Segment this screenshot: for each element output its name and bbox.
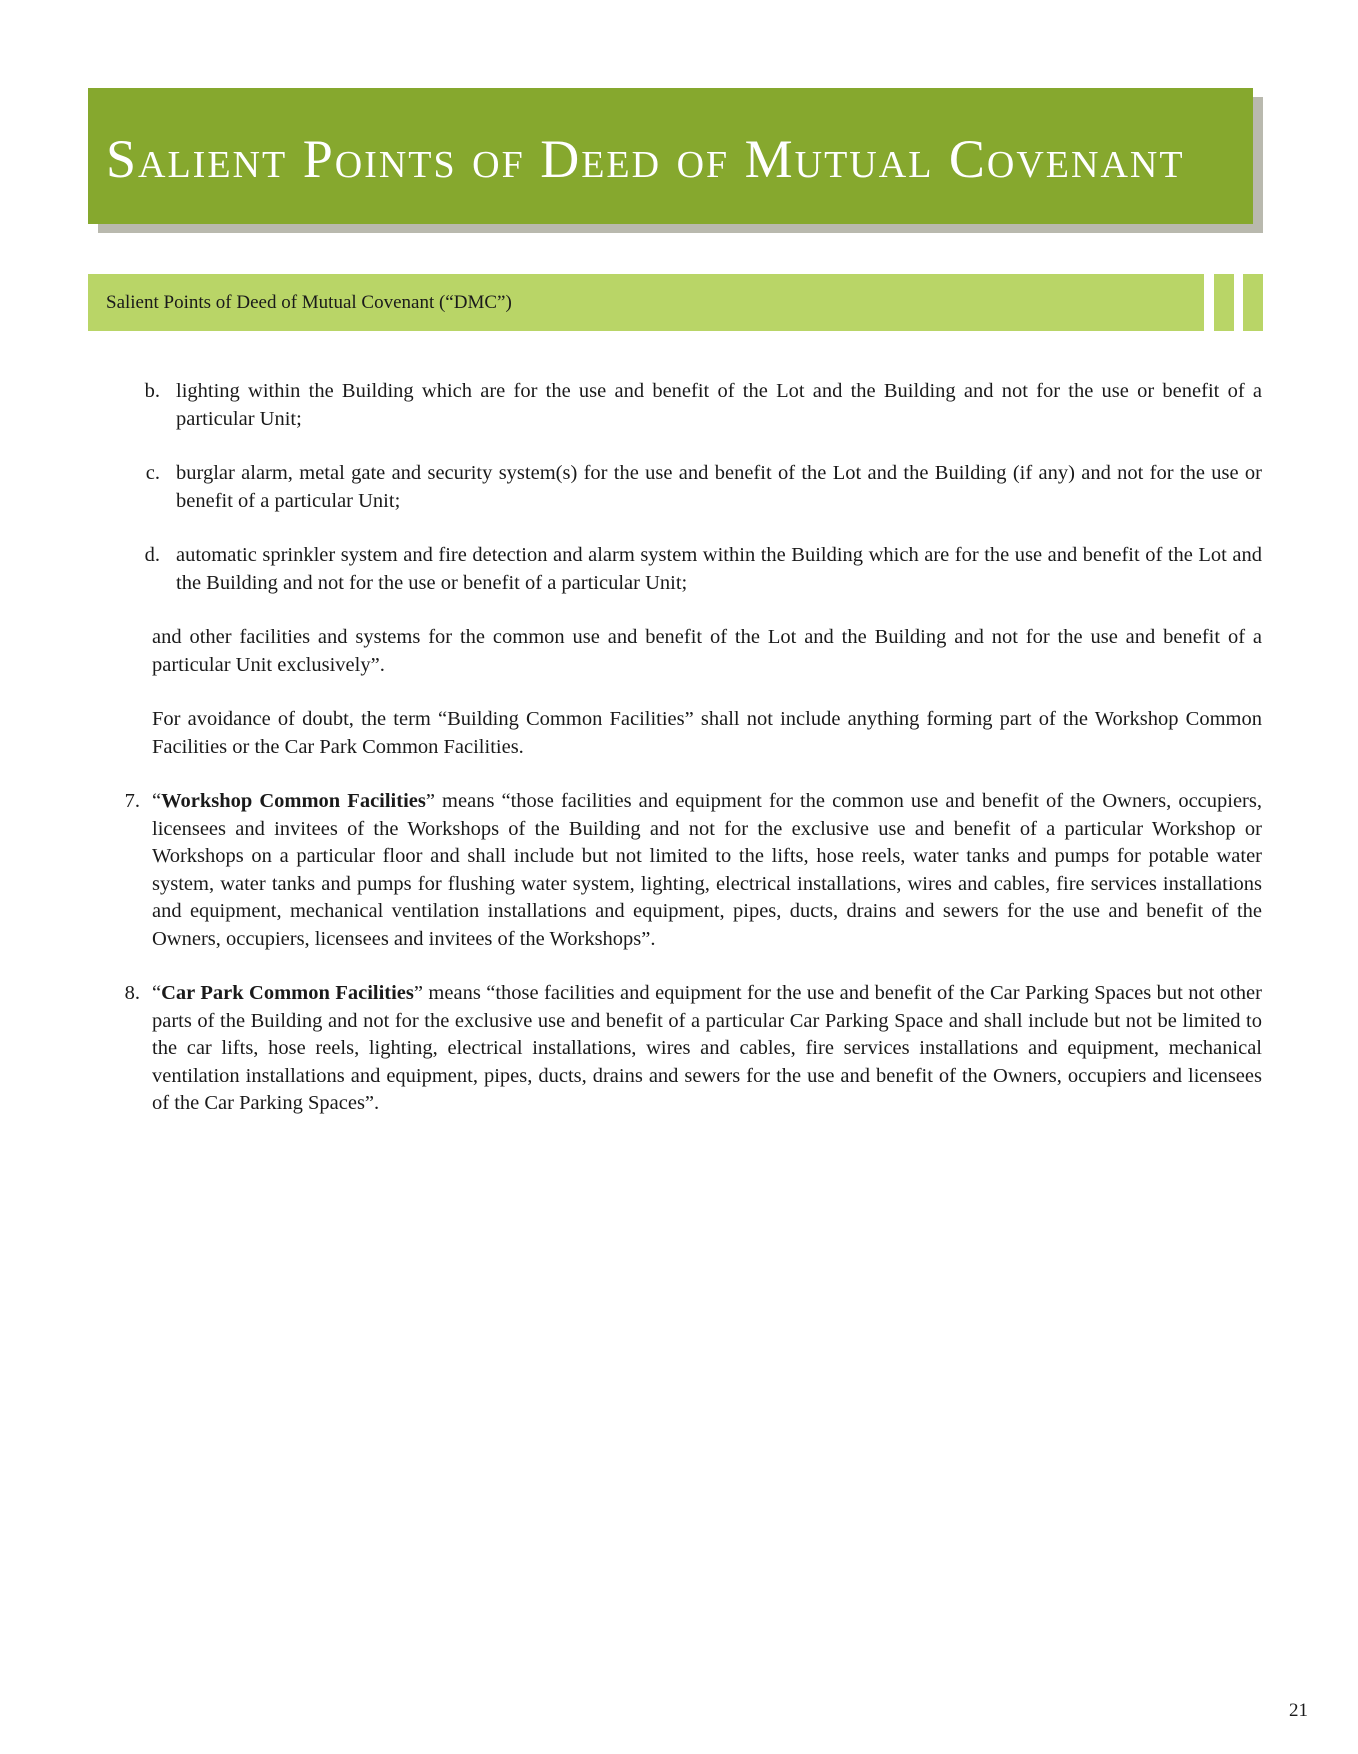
definition-text	[152, 788, 1262, 953]
list-marker: b.	[144, 380, 160, 402]
paragraph: For avoidance of doubt, the term “Building Common Facilities” shall not include anything forming part of the Workshop Common Facilities or the Car Park Common Facilities.	[152, 708, 1262, 758]
open-quote: “	[152, 982, 162, 1004]
definition-text	[152, 980, 1262, 1118]
section-title: Salient Points of Deed of Mutual Covenant (“DMC”)	[106, 291, 512, 313]
page-title: Salient Points of Deed of Mutual Covenant	[106, 129, 1185, 189]
defined-term: Workshop Common Facilities	[161, 790, 426, 812]
page-number: 21	[1289, 1700, 1308, 1721]
definition-body: ” means “those facilities and equipment for the use and benefit of the Car Parking Spaces but not other parts of the Building and not for the exclusive use and benefit of a particular Car Parking Space and shall include but not be limited to the car lifts, hose reels, lighting, electrical installations, wires and cables, fire services installations and equipment, mechanical ventilation installations and equipment, pipes, ducts, drains and sewers for the use and benefit of the Owners, occupiers and licensees of the Car Parking Spaces”.	[152, 982, 1262, 1114]
list-marker: c.	[145, 462, 160, 484]
item-number: 7.	[124, 790, 140, 812]
title-banner	[88, 88, 1253, 224]
decorative-bar	[1214, 274, 1234, 331]
list-item-text: burglar alarm, metal gate and security system(s) for the use and benefit of the Lot and the Building (if any) and not for the use or benefit of a particular Unit;	[176, 462, 1262, 512]
decorative-bar	[1243, 274, 1263, 331]
defined-term: Car Park Common Facilities	[161, 982, 414, 1004]
definition-body: ” means “those facilities and equipment for the common use and benefit of the Owners, occupiers, licensees and invitees of the Workshops of the Building and not for the exclusive use and benefit of a particular Workshop or Workshops on a particular floor and shall include but not limited to the lifts, hose reels, water tanks and pumps for potable water system, water tanks and pumps for flushing water system, lighting, electrical installations, wires and cables, fire services installations and equipment, mechanical ventilation installations and equipment, pipes, ducts, drains and sewers for the use and benefit of the Owners, occupiers, licensees and invitees of the Workshops”.	[152, 790, 1262, 950]
list-item-text: lighting within the Building which are for the use and benefit of the Lot and the Building and not for the use or benefit of a particular Unit;	[176, 380, 1262, 430]
list-item-text: automatic sprinkler system and fire detection and alarm system within the Building which are for the use and benefit of the Lot and the Building and not for the use or benefit of a particular Unit;	[176, 544, 1262, 594]
open-quote: “	[152, 790, 162, 812]
section-bar	[88, 274, 1204, 331]
list-marker: d.	[144, 544, 160, 566]
paragraph: and other facilities and systems for the common use and benefit of the Lot and the Building and not for the use and benefit of a particular Unit exclusively”.	[152, 626, 1262, 676]
item-number: 8.	[124, 982, 140, 1004]
